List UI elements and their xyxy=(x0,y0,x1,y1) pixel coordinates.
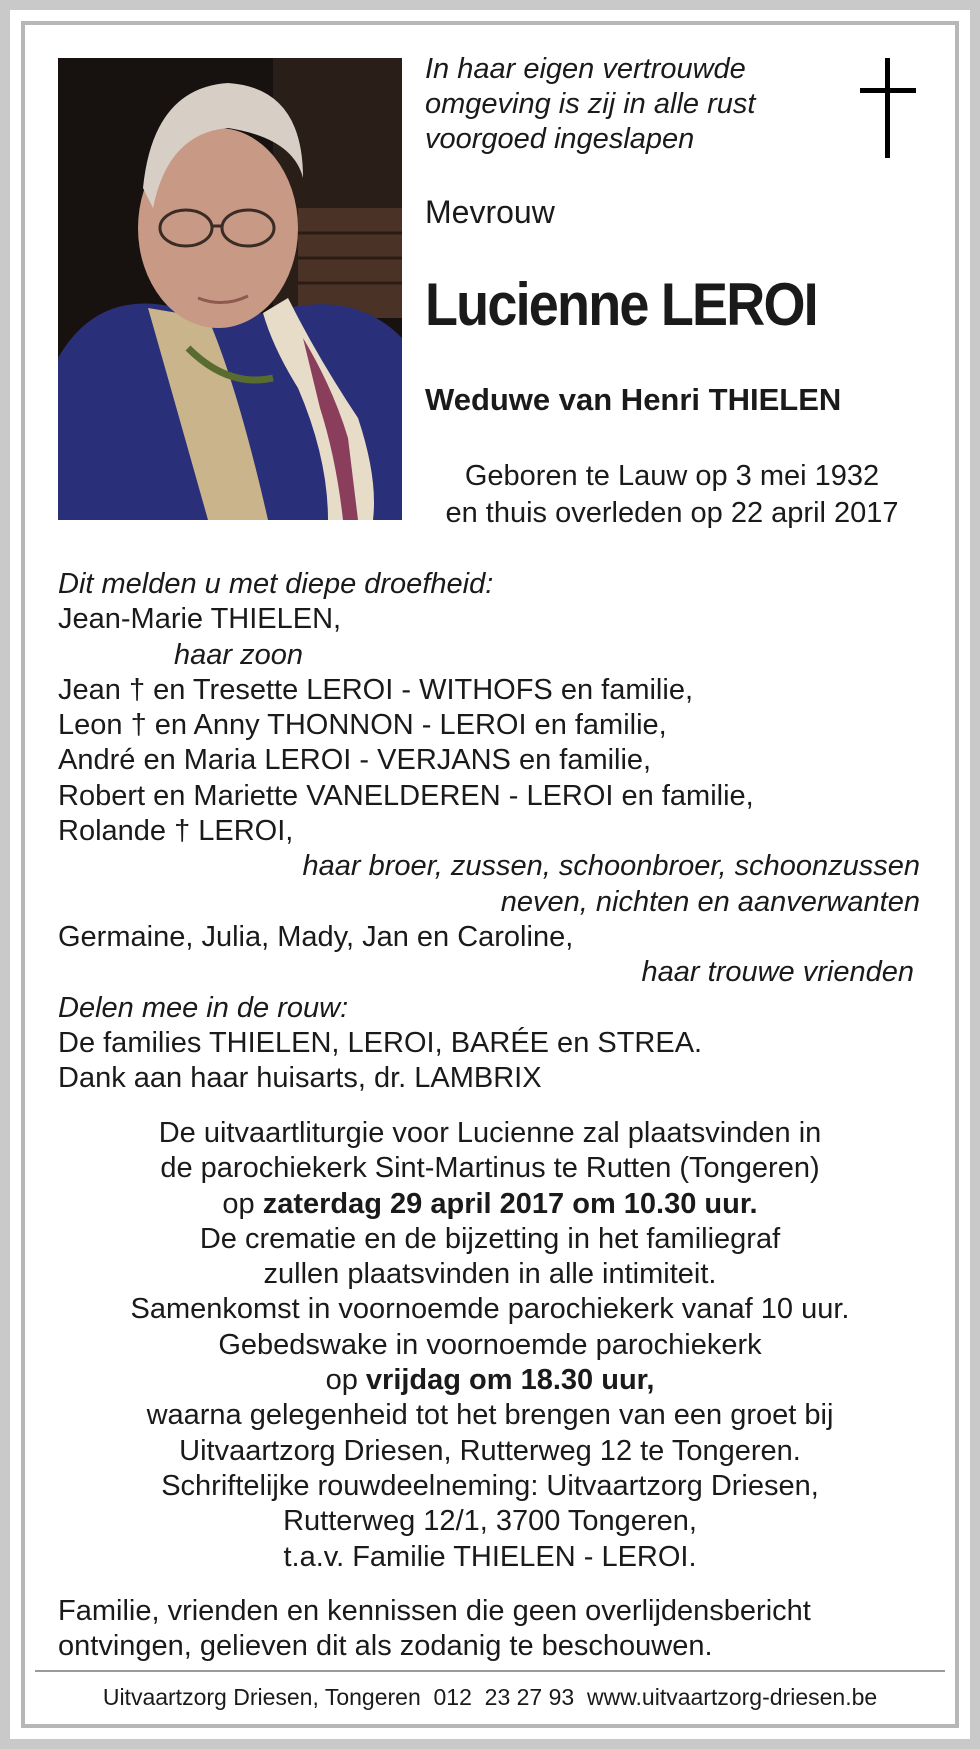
service-line: Rutterweg 12/1, 3700 Tongeren, xyxy=(283,1505,697,1538)
sibling-line: André en Maria LEROI - VERJANS en familie, xyxy=(58,744,652,777)
share-families: De families THIELEN, LEROI, BARÉE en STREA. xyxy=(58,1026,703,1059)
service-date-prefix: op xyxy=(222,1187,263,1220)
service-line: De crematie en de bijzetting in het familiegraf xyxy=(199,1222,781,1255)
widow-of: Weduwe van Henri THIELEN xyxy=(425,382,842,417)
service-line: Uitvaartzorg Driesen, Rutterweg 12 te Tongeren. xyxy=(179,1434,801,1467)
notice xyxy=(58,1594,928,1664)
service-line: De uitvaartliturgie voor Lucienne zal plaatsvinden in xyxy=(158,1117,822,1149)
sibling-line: Jean † en Tresette LEROI - WITHOFS en familie, xyxy=(58,673,693,706)
service-line: de parochiekerk Sint-Martinus te Rutten (Tongeren) xyxy=(160,1152,820,1185)
vigil-date: vrijdag om 18.30 uur, xyxy=(365,1364,655,1397)
relatives-role: neven, nichten en aanverwanten xyxy=(500,885,920,918)
footer-company: Uitvaartzorg Driesen, Tongeren xyxy=(102,1684,421,1710)
portrait-photo xyxy=(58,58,402,520)
friends-names: Germaine, Julia, Mady, Jan en Caroline, xyxy=(58,920,574,953)
footer-phone: 012 23 27 93 xyxy=(433,1684,575,1710)
sibling-line: Rolande † LEROI, xyxy=(58,815,294,848)
motto-line: voorgoed ingeslapen xyxy=(425,123,695,155)
notice-line: Familie, vrienden en kennissen die geen overlijdensbericht xyxy=(58,1595,811,1627)
footer-divider xyxy=(35,1670,945,1672)
family-intro: Dit melden u met diepe droefheid: xyxy=(58,568,494,600)
service-line: Gebedswake in voornoemde parochiekerk xyxy=(218,1328,762,1361)
siblings-role: haar broer, zussen, schoonbroer, schoonzussen xyxy=(302,850,920,883)
birth-line: Geboren te Lauw op 3 mei 1932 xyxy=(464,460,880,492)
friends-role: haar trouwe vrienden xyxy=(641,956,914,989)
notice-line: ontvingen, gelieven dit als zodanig te beschouwen. xyxy=(58,1630,713,1662)
service-line: Samenkomst in voornoemde parochiekerk vanaf 10 uur. xyxy=(130,1293,850,1326)
share-intro: Delen mee in de rouw: xyxy=(58,991,349,1024)
son-name: Jean-Marie THIELEN, xyxy=(58,603,342,636)
funeral-service-details xyxy=(40,1116,940,1575)
service-line: t.a.v. Familie THIELEN - LEROI. xyxy=(283,1540,697,1573)
life-dates xyxy=(412,458,932,532)
footer xyxy=(35,1684,945,1711)
service-line: zullen plaatsvinden in alle intimiteit. xyxy=(263,1258,717,1291)
sibling-line: Leon † en Anny THONNON - LEROI en familie, xyxy=(58,709,667,742)
thanks-line: Dank aan haar huisarts, dr. LAMBRIX xyxy=(58,1062,542,1095)
cross-icon xyxy=(860,58,916,163)
service-date: zaterdag 29 april 2017 om 10.30 uur. xyxy=(262,1187,758,1220)
vigil-date-line xyxy=(40,1363,940,1398)
motto-line: omgeving is zij in alle rust xyxy=(425,88,756,120)
deceased-name: Lucienne LEROI xyxy=(425,271,817,338)
honorific: Mevrouw xyxy=(425,194,555,230)
sibling-line: Robert en Mariette VANELDEREN - LEROI en familie, xyxy=(58,779,754,812)
son-role: haar zoon xyxy=(174,638,303,671)
vigil-date-prefix: op xyxy=(325,1364,366,1397)
family-announcement xyxy=(58,567,920,1096)
motto-line: In haar eigen vertrouwde xyxy=(425,53,746,85)
death-line: en thuis overleden op 22 april 2017 xyxy=(445,497,899,529)
motto xyxy=(425,52,805,157)
service-line: Schriftelijke rouwdeelneming: Uitvaartzorg Driesen, xyxy=(161,1469,819,1502)
service-date-line xyxy=(40,1187,940,1222)
footer-website[interactable]: www.uitvaartzorg-driesen.be xyxy=(586,1684,878,1710)
service-line: waarna gelegenheid tot het brengen van een groet bij xyxy=(146,1399,834,1432)
